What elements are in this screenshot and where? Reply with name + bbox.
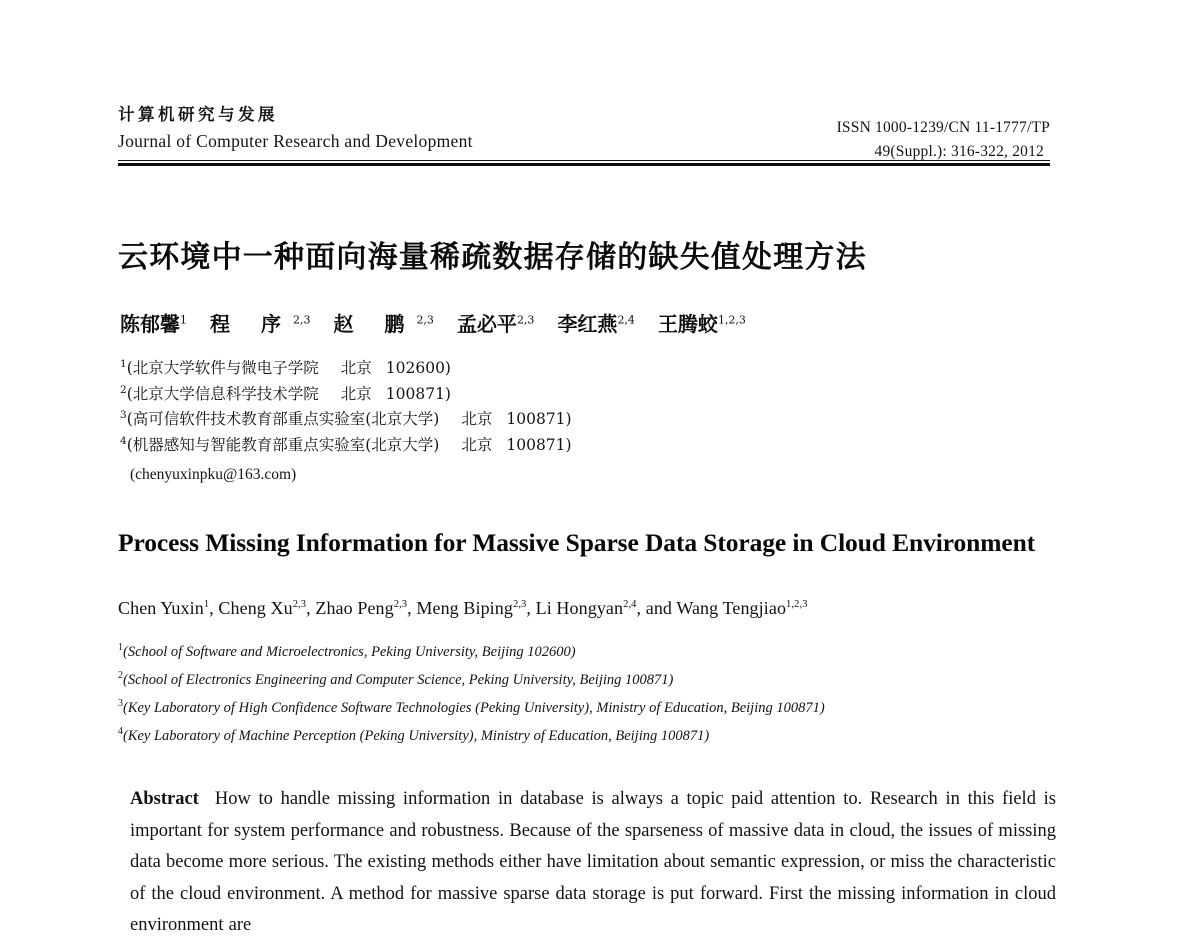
affiliation-list-cn [120,352,572,454]
author-affiliation-marker: 2,3 [516,313,535,327]
author-en [118,598,218,618]
author-list-cn [120,308,769,337]
volume-issue-line: 49(Suppl.): 316-322, 2012 [874,143,1044,161]
affiliation-marker: 2 [118,670,123,681]
journal-title-en: Journal of Computer Research and Development [118,131,473,152]
affiliation-marker: 1 [118,642,123,653]
author-affiliation-marker: 1,2,3 [717,313,746,327]
author-affiliation-marker: 2,3 [393,599,408,610]
affiliation-cn [120,352,572,378]
affiliation-en [118,634,1068,662]
affiliation-text-en: (Key Laboratory of High Confidence Software Technologies (Peking University), Ministry of Education, Beijing 100871) [123,699,825,716]
author-en [315,598,416,618]
divider-thick-line [118,163,1050,166]
author-affiliation-marker: 2,3 [512,599,527,610]
author-name-en: Cheng Xu [218,598,293,618]
affiliation-text-en: (School of Software and Microelectronics, Peking University, Beijing 102600) [123,643,576,660]
masthead-right [837,104,1050,164]
author-name-en: Zhao Peng [315,598,394,618]
author-cn [210,308,310,337]
author-cn [658,308,746,337]
author-name-cn: 孟必平 [456,312,517,336]
journal-masthead [118,104,1050,164]
author-name-en: Meng Biping [416,598,513,618]
affiliation-city-cn: 北京 [340,359,372,378]
author-affiliation-marker: 2,4 [623,599,637,610]
affiliation-marker: 3 [118,698,123,709]
author-name-en: Wang Tengjiao [676,598,787,618]
author-affiliation-marker: 1 [203,599,210,610]
author-en [676,598,807,618]
affiliation-text-cn: (北京大学软件与微电子学院 [126,359,319,378]
affiliation-marker: 1 [120,358,127,370]
author-separator: , and [636,598,677,618]
author-name-en: Li Hongyan [535,598,624,618]
affiliation-text-cn: (机器感知与智能教育部重点实验室(北京大学) [126,435,440,454]
affiliation-postcode: 102600) [385,359,451,378]
abstract-section [130,784,1056,942]
author-affiliation-marker: 2,4 [617,313,635,327]
affiliation-text-en: (Key Laboratory of Machine Perception (Peking University), Ministry of Education, Beijing 100871) [123,727,710,744]
affiliation-city-cn: 北京 [461,435,493,454]
author-en [536,598,677,618]
affiliation-marker: 3 [120,409,127,421]
paper-title-cn: 云环境中一种面向海量稀疏数据存储的缺失值处理方法 [118,240,867,275]
affiliation-en [118,662,1068,690]
abstract-label: Abstract [130,789,199,809]
affiliation-postcode: 100871) [506,435,572,454]
affiliation-postcode: 100871) [385,384,451,403]
author-cn [120,308,187,337]
author-affiliation-marker: 1 [180,313,187,327]
author-en [416,598,535,618]
author-name-cn: 陈郁馨 [120,312,180,336]
affiliation-text-en: (School of Electronics Engineering and Computer Science, Peking University, Beijing 100871) [123,671,674,688]
author-affiliation-marker: 2,3 [416,313,434,327]
affiliation-marker: 4 [118,726,123,737]
author-cn [457,308,535,337]
affiliation-city-cn: 北京 [340,384,372,403]
author-separator: , [526,598,536,618]
author-name-en: Chen Yuxin [118,598,204,618]
author-cn [333,308,433,337]
author-affiliation-marker: 2,3 [292,599,307,610]
affiliation-cn [120,429,572,455]
author-cn [557,308,635,337]
abstract-text: How to handle missing information in database is always a topic paid attention to. Research in this field is important for system performance and robustness. Because of the sparseness of massive data in cloud, the issues of missing data become more serious. The existing methods either have limitation about semantic expression, or miss the characteristic of the cloud environment. A method for massive sparse data storage is put forward. First the missing information in cloud environment are [130,789,1056,935]
affiliation-postcode: 100871) [506,410,572,429]
affiliation-cn [120,403,572,429]
affiliation-en [118,690,1068,718]
corresponding-email: (chenyuxinpku@163.com) [130,466,297,483]
affiliation-marker: 4 [120,434,127,447]
author-separator: , [209,598,219,618]
author-separator: , [306,598,316,618]
author-affiliation-marker: 1,2,3 [786,599,808,610]
author-list-en [118,598,808,619]
masthead-divider [118,160,1050,166]
affiliation-marker: 2 [120,383,127,396]
author-affiliation-marker: 2,3 [292,313,311,327]
author-separator: , [407,598,417,618]
issn-line: ISSN 1000-1239/CN 11-1777/TP [836,119,1050,136]
author-name-cn: 王腾蛟 [657,312,718,336]
author-name-cn: 赵 鹏 [333,312,417,336]
divider-thin-line [118,160,1050,161]
author-name-cn: 程 序 [210,312,293,336]
affiliation-cn [120,378,572,404]
affiliation-text-cn: (高可信软件技术教育部重点实验室(北京大学) [126,410,440,429]
masthead-left [118,104,473,155]
author-en [218,598,315,618]
affiliation-en [118,718,1068,746]
affiliation-text-cn: (北京大学信息科学技术学院 [126,384,319,403]
affiliation-city-cn: 北京 [461,410,493,429]
paper-title-en: Process Missing Information for Massive Sparse Data Storage in Cloud Environment [118,528,1036,557]
author-name-cn: 李红燕 [557,312,618,336]
journal-title-cn: 计算机研究与发展 [118,105,278,124]
affiliation-list-en [118,634,1068,746]
